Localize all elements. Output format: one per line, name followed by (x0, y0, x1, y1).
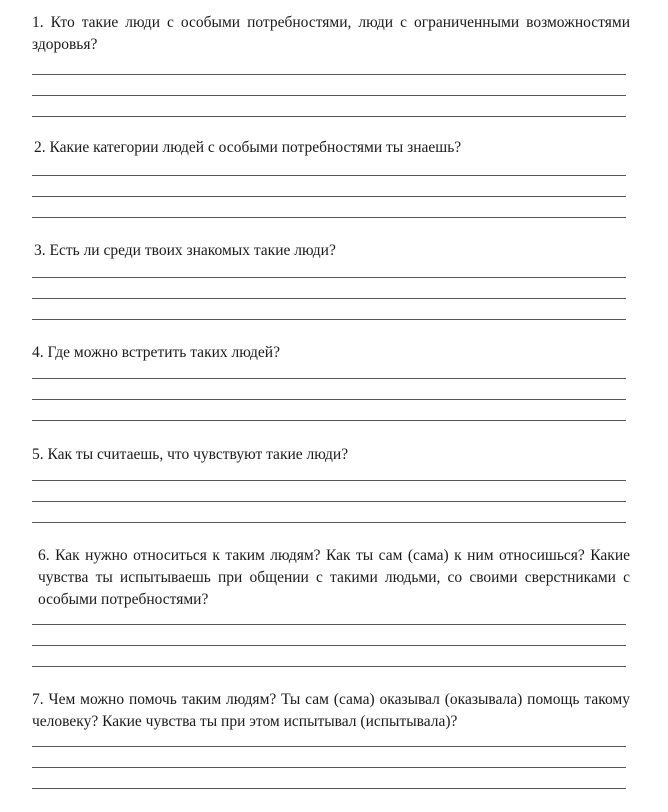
answer-line[interactable] (32, 319, 626, 320)
answer-line[interactable] (32, 480, 626, 481)
answer-line[interactable] (32, 788, 626, 789)
question-text: 2. Какие категории людей с особыми потребностями ты знаешь? (34, 139, 462, 156)
answer-line[interactable] (32, 196, 626, 197)
question-6 (32, 545, 630, 611)
question-text: 7. Чем можно помочь таким людям? Ты сам (сама) оказывал (оказывала) помощь такому человеку? Какие чувства ты при этом испытывал (испытывала)? (32, 691, 630, 730)
answer-line[interactable] (32, 420, 626, 421)
answer-line[interactable] (32, 116, 626, 117)
question-5 (32, 444, 630, 466)
answer-line[interactable] (32, 624, 626, 625)
answer-line[interactable] (32, 95, 626, 96)
answer-line[interactable] (32, 175, 626, 176)
question-2 (32, 137, 630, 159)
question-text: 3. Есть ли среди твоих знакомых такие люди? (34, 242, 336, 259)
question-text: 5. Как ты считаешь, что чувствуют такие люди? (32, 446, 349, 463)
question-text: 6. Как нужно относиться к таким людям? Как ты сам (сама) к ним относишься? Какие чувства ты испытываешь при общении с такими людьми, со своими сверстниками с особыми потребностями? (38, 547, 630, 608)
answer-line[interactable] (32, 217, 626, 218)
answer-line[interactable] (32, 378, 626, 379)
answer-line[interactable] (32, 399, 626, 400)
answer-line[interactable] (32, 645, 626, 646)
question-7 (32, 689, 630, 733)
answer-line[interactable] (32, 767, 626, 768)
question-text: 1. Кто такие люди с особыми потребностями, люди с ограниченными возможностями здоровья? (32, 14, 630, 53)
question-4 (32, 342, 630, 364)
question-1 (32, 12, 630, 56)
answer-line[interactable] (32, 74, 626, 75)
answer-line[interactable] (32, 501, 626, 502)
answer-line[interactable] (32, 522, 626, 523)
answer-line[interactable] (32, 666, 626, 667)
question-text: 4. Где можно встретить таких людей? (32, 344, 280, 361)
answer-line[interactable] (32, 746, 626, 747)
answer-line[interactable] (32, 277, 626, 278)
question-3 (32, 240, 630, 262)
answer-line[interactable] (32, 298, 626, 299)
